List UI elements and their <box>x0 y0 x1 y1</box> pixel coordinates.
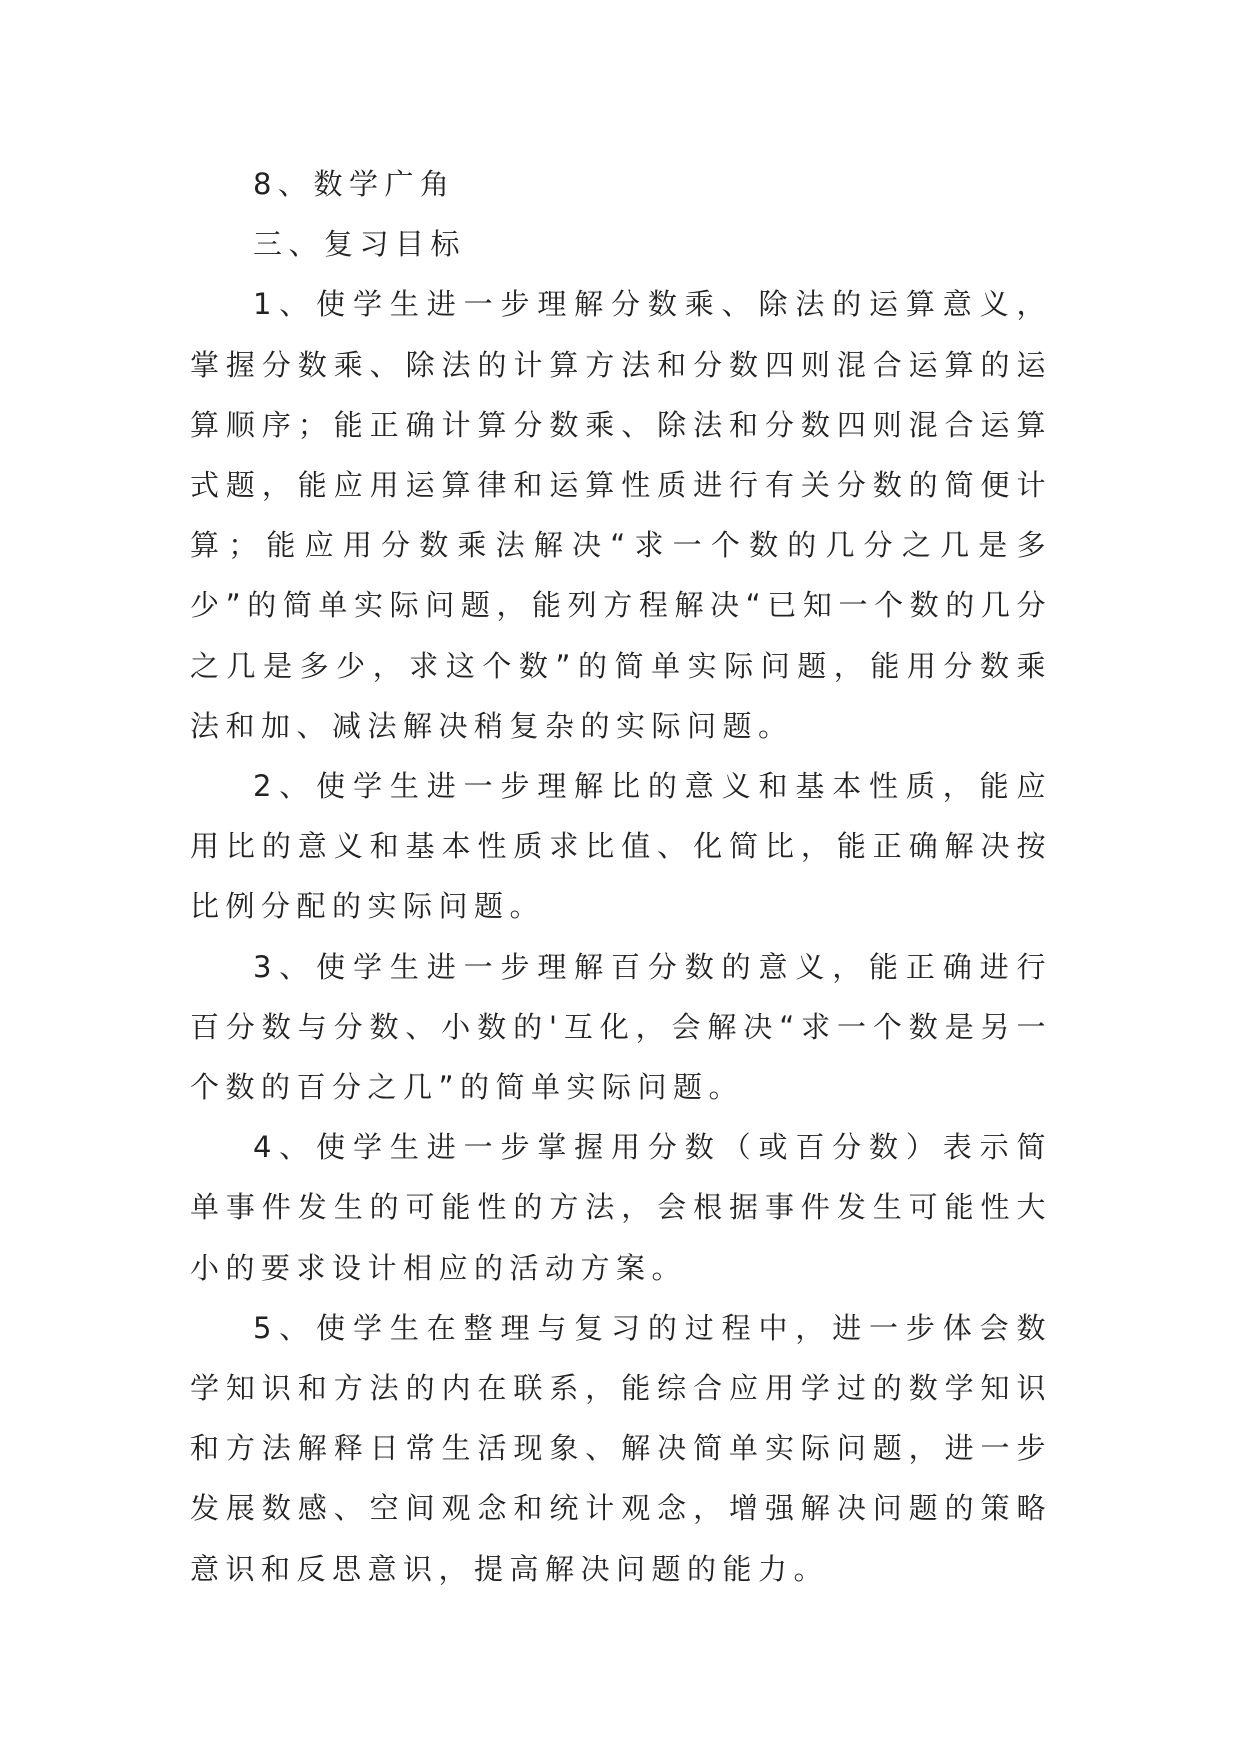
objective-paragraph-4: 4、使学生进一步掌握用分数（或百分数）表示简单事件发生的可能性的方法，会根据事件发生可能性大小的要求设计相应的活动方案。 <box>190 1130 1052 1285</box>
section-item-heading: 8、数学广角 <box>253 167 456 201</box>
objective-paragraph-3: 3、使学生进一步理解百分数的意义，能正确进行百分数与分数、小数的'互化，会解决“求一个数是另一个数的百分之几”的简单实际问题。 <box>190 949 1052 1105</box>
document-body <box>190 154 1052 1599</box>
objective-paragraph-2: 2、使学生进一步理解比的意义和基本性质，能应用比的意义和基本性质求比值、化简比，能正确解决按比例分配的实际问题。 <box>190 769 1052 924</box>
objective-paragraph-5: 5、使学生在整理与复习的过程中，进一步体会数学知识和方法的内在联系，能综合应用学过的数学知识和方法解释日常生活现象、解决简单实际问题，进一步发展数感、空间观念和统计观念，增强解决问题的策略意识和反思意识，提高解决问题的能力。 <box>190 1310 1052 1586</box>
objective-paragraph-1: 1、使学生进一步理解分数乘、除法的运算意义，掌握分数乘、除法的计算方法和分数四则混合运算的运算顺序；能正确计算分数乘、除法和分数四则混合运算式题，能应用运算律和运算性质进行有关分数的简便计算；能应用分数乘法解决“求一个数的几分之几是多少”的简单实际问题，能列方程解决“已知一个数的几分之几是多少，求这个数”的简单实际问题，能用分数乘法和加、减法解决稍复杂的实际问题。 <box>190 287 1052 743</box>
section-heading: 三、复习目标 <box>253 227 467 262</box>
